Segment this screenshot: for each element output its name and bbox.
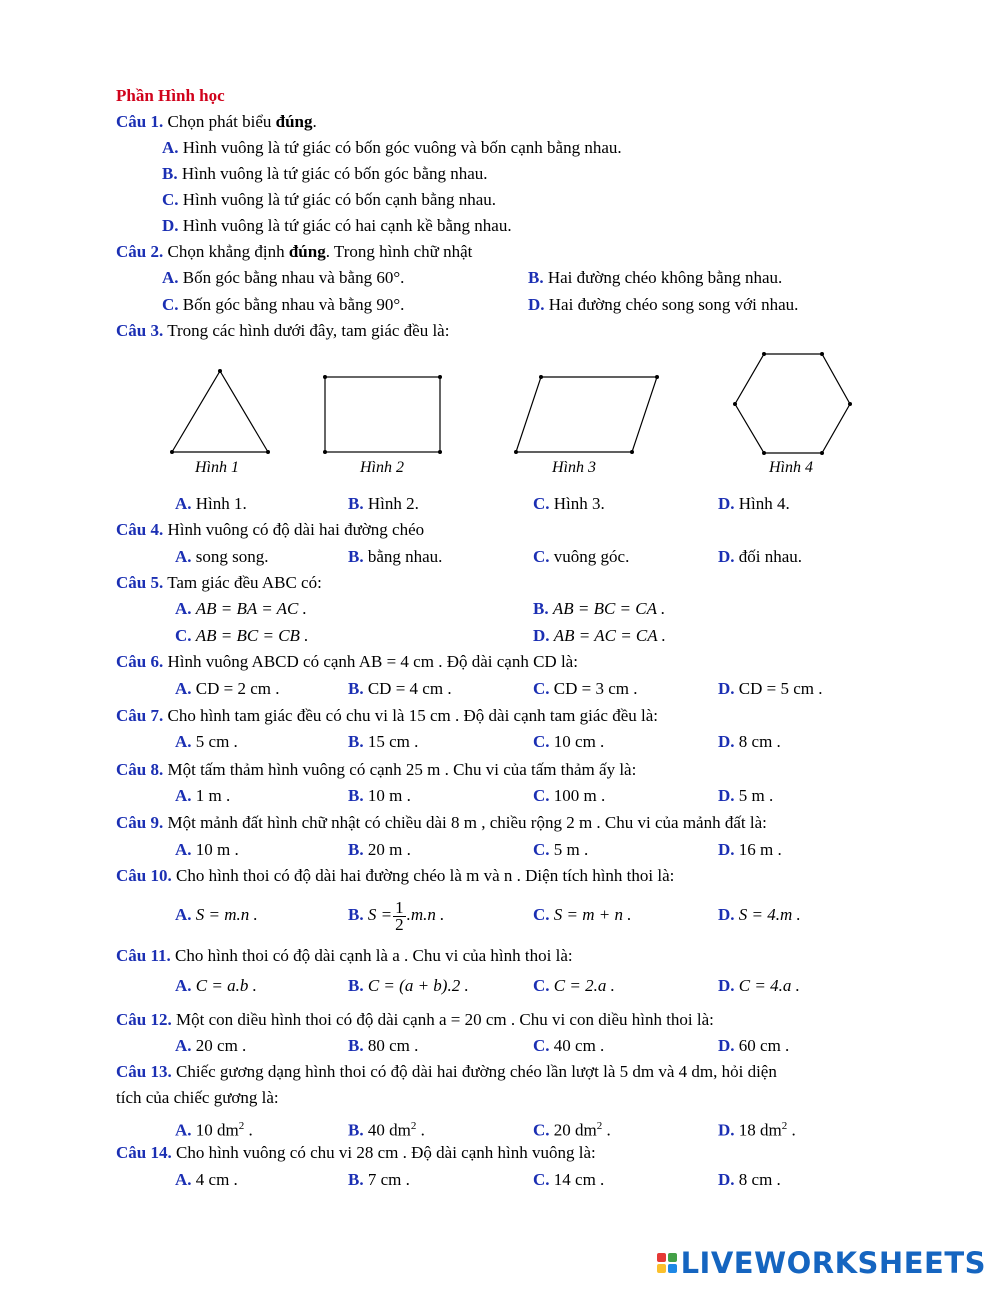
q9-option-d[interactable]: D. 16 m . [718,840,782,859]
fraction-one-half: $\frac{1}{2}$ [395,897,404,934]
q14-option-a[interactable]: A. 4 cm . [175,1170,238,1189]
q2-option-d[interactable]: D. Hai đường chéo song song với nhau. [528,295,799,314]
q5-option-c[interactable]: C. AB = BC = CB . [175,626,309,645]
q10-option-a[interactable]: A. S = m.n . [175,905,258,924]
q14-option-d[interactable]: D. 8 cm . [718,1170,781,1189]
question-7: Câu 7. Cho hình tam giác đều có chu vi là 15 cm . Độ dài cạnh tam giác đều là: [116,706,658,725]
triangle-shape [172,371,268,452]
q2-option-c[interactable]: C. Bốn góc bằng nhau và bằng 90°. [162,295,405,314]
q11-option-a[interactable]: A. C = a.b . [175,976,257,995]
q14-option-b[interactable]: B. 7 cm . [348,1170,410,1189]
q14-option-c[interactable]: C. 14 cm . [533,1170,605,1189]
q13-option-b[interactable]: B. 40 $dm^2$ . [348,1120,425,1140]
question-6: Câu 6. Hình vuông ABCD có cạnh AB = 4 cm . Độ dài cạnh CD là: [116,652,578,671]
question-4: Câu 4. Hình vuông có độ dài hai đường chéo [116,520,425,539]
q8-option-a[interactable]: A. 1 m . [175,786,231,805]
q1-option-c[interactable]: C. Hình vuông là tứ giác có bốn cạnh bằng nhau. [162,190,497,209]
question-2: Câu 2. Chọn khẳng định đúng. Trong hình chữ nhật [116,242,473,261]
q10-option-c[interactable]: C. S = m + n . [533,905,632,924]
q3-option-d[interactable]: D. Hình 4. [718,494,790,513]
q1-option-b[interactable]: B. Hình vuông là tứ giác có bốn góc bằng nhau. [162,164,488,183]
q3-option-a[interactable]: A. Hình 1. [175,494,247,513]
q13-option-d[interactable]: D. 18 $dm^2$ . [718,1120,796,1140]
q10-option-d[interactable]: D. S = 4.m . [718,905,801,924]
question-1: Câu 1. Chọn phát biểu đúng. [116,112,317,131]
q4-option-c[interactable]: C. vuông góc. [533,547,630,566]
q5-option-a[interactable]: A. AB = BA = AC . [175,599,307,618]
q12-option-a[interactable]: A. 20 cm . [175,1036,247,1055]
q8-option-b[interactable]: B. 10 m . [348,786,411,805]
figure-caption-2: Hình 2 [360,459,404,476]
question-14: Câu 14. Cho hình vuông có chu vi 28 cm . Độ dài cạnh hình vuông là: [116,1143,596,1162]
q12-option-d[interactable]: D. 60 cm . [718,1036,790,1055]
q8-option-c[interactable]: C. 100 m . [533,786,606,805]
q4-option-b[interactable]: B. bằng nhau. [348,547,443,566]
figure-caption-3: Hình 3 [552,459,596,476]
q12-option-b[interactable]: B. 80 cm . [348,1036,419,1055]
q3-option-b[interactable]: B. Hình 2. [348,494,419,513]
q13-option-a[interactable]: A. 10 $dm^2$ . [175,1120,253,1140]
question-9: Câu 9. Một mảnh đất hình chữ nhật có chiều dài 8 m , chiều rộng 2 m . Chu vi của mảnh đất là: [116,813,767,832]
section-title: Phần Hình học [116,86,225,105]
q1-option-d[interactable]: D. Hình vuông là tứ giác có hai cạnh kề bằng nhau. [162,216,512,235]
q7-option-d[interactable]: D. 8 cm . [718,732,781,751]
q7-option-b[interactable]: B. 15 cm . [348,732,419,751]
figure-caption-4: Hình 4 [769,459,813,476]
question-8: Câu 8. Một tấm thảm hình vuông có cạnh 25 m . Chu vi của tấm thảm ấy là: [116,760,637,779]
q10-option-b[interactable]: B. S = $\frac{1}{2}$ .m.n . [348,897,445,934]
q5-option-b[interactable]: B. AB = BC = CA . [533,599,666,618]
question-10: Câu 10. Cho hình thoi có độ dài hai đường chéo là m và n . Diện tích hình thoi là: [116,866,675,885]
q7-option-c[interactable]: C. 10 cm . [533,732,605,751]
q4-option-d[interactable]: D. đối nhau. [718,547,803,566]
question-13-continued: tích của chiếc gương là: [116,1088,279,1107]
question-13: Câu 13. Chiếc gương dạng hình thoi có độ dài hai đường chéo lần lượt là 5 dm và 4 dm, hỏi diện [116,1062,777,1081]
q9-option-c[interactable]: C. 5 m . [533,840,589,859]
q6-option-b[interactable]: B. CD = 4 cm . [348,679,452,698]
q6-option-d[interactable]: D. CD = 5 cm . [718,679,823,698]
q1-option-a[interactable]: A. Hình vuông là tứ giác có bốn góc vuông và bốn cạnh bằng nhau. [162,138,622,157]
q3-option-c[interactable]: C. Hình 3. [533,494,605,513]
logo-mark-icon [657,1253,677,1273]
question-3: Câu 3. Trong các hình dưới đây, tam giác đều là: [116,321,450,340]
q11-option-b[interactable]: B. C = (a + b).2 . [348,976,469,995]
q13-option-c[interactable]: C. 20 $dm^2$ . [533,1120,611,1140]
q11-option-d[interactable]: D. C = 4.a . [718,976,800,995]
liveworksheets-logo: LIVEWORKSHEETS [657,1246,986,1280]
shapes-figure [0,0,1000,500]
rectangle-shape [325,377,440,452]
q7-option-a[interactable]: A. 5 cm . [175,732,238,751]
q2-option-b[interactable]: B. Hai đường chéo không bằng nhau. [528,268,783,287]
question-5: Câu 5. Tam giác đều ABC có: [116,573,322,592]
q8-option-d[interactable]: D. 5 m . [718,786,774,805]
q11-option-c[interactable]: C. C = 2.a . [533,976,615,995]
question-11: Câu 11. Cho hình thoi có độ dài cạnh là a . Chu vi của hình thoi là: [116,946,573,965]
q12-option-c[interactable]: C. 40 cm . [533,1036,605,1055]
q6-option-c[interactable]: C. CD = 3 cm . [533,679,638,698]
question-12: Câu 12. Một con diều hình thoi có độ dài cạnh a = 20 cm . Chu vi con diều hình thoi là: [116,1010,714,1029]
parallelogram-shape [516,377,657,452]
q9-option-b[interactable]: B. 20 m . [348,840,411,859]
figure-caption-1: Hình 1 [195,459,239,476]
q4-option-a[interactable]: A. song song. [175,547,269,566]
q5-option-d[interactable]: D. AB = AC = CA . [533,626,666,645]
hexagon-shape [735,354,850,453]
q2-option-a[interactable]: A. Bốn góc bằng nhau và bằng 60°. [162,268,405,287]
q9-option-a[interactable]: A. 10 m . [175,840,239,859]
q6-option-a[interactable]: A. CD = 2 cm . [175,679,280,698]
